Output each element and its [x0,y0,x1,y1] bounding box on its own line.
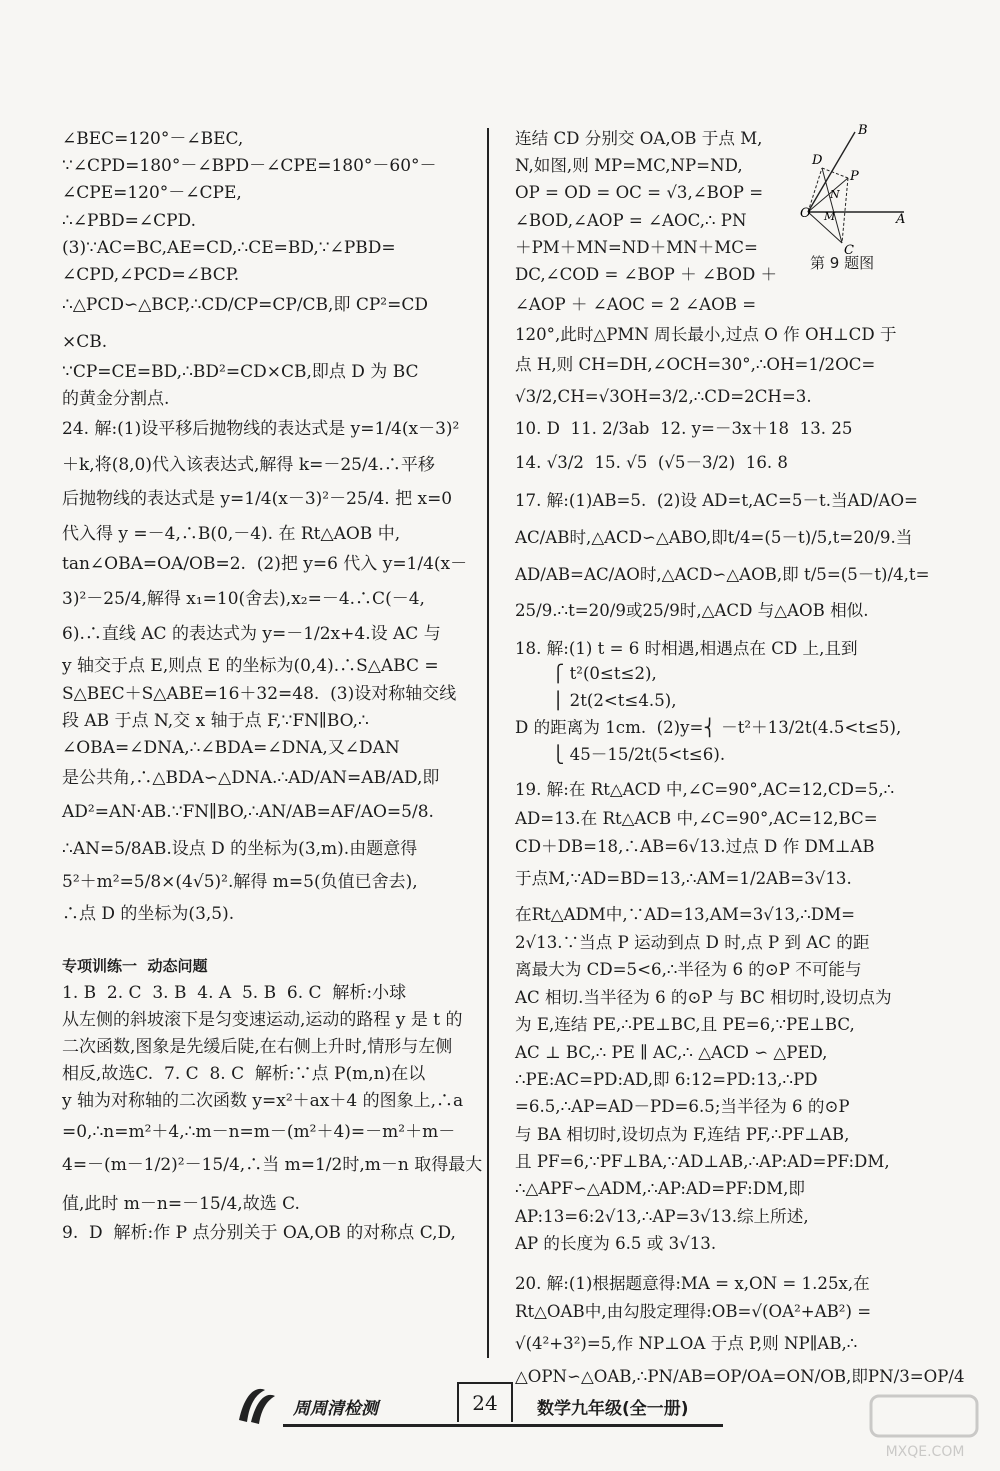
right-text-line: Rt△OAB中,由勾股定理得:OB=√(OA²+AB²) = [515,1302,872,1321]
left-text-line: ∴点 D 的坐标为(3,5). [62,904,235,924]
right-text-line: =6.5,∴AP=AD－PD=6.5;当半径为 6 的⊙P [515,1097,850,1116]
left-text-line: 从左侧的斜坡滚下是匀变速运动,运动的路程 y 是 t 的 [62,1010,463,1030]
left-text-line: ∠BEC=120°－∠BEC, [62,129,244,149]
right-text-line: 120°,此时△PMN 周长最小,过点 O 作 OH⊥CD 于 [515,325,897,344]
left-text-line: 4=－(m－1/2)²－15/4,∴当 m=1/2时,m－n 取得最大 [62,1155,483,1175]
right-text-line: AP:13=6:2√13,∴AP=3√13.综上所述, [515,1207,809,1226]
left-text-line: 段 AB 于点 N,交 x 轴于点 F,∵FN∥BO,∴ [62,711,369,731]
right-text-line: 17. 解:(1)AB=5. (2)设 AD=t,AC=5－t.当AD/AO= [515,491,918,510]
left-text-line: 后抛物线的表达式是 y=1/4(x－3)²－25/4. 把 x=0 [62,489,453,509]
right-text-line: 20. 解:(1)根据题意得:MA = x,ON = 1.25x,在 [515,1274,870,1293]
right-text-line: 与 BA 相切时,设切点为 F,连结 PF,∴PF⊥AB, [515,1125,850,1144]
left-text-line: y 轴为对称轴的二次函数 y=x²＋ax＋4 的图象上,∴a [62,1091,464,1111]
footer-grade: 数学九年级(全一册) [537,1399,689,1419]
right-text-line: AP 的长度为 6.5 或 3√13. [515,1234,717,1253]
figure-svg [800,120,910,270]
page-number: 24 [457,1382,513,1422]
left-text-line: ∠OBA=∠DNA,∴∠BDA=∠DNA,又∠DAN [62,738,400,758]
fig-label-d: D [812,153,823,168]
watermark-logo [865,1392,985,1462]
left-text-line: (3)∵AC=BC,AE=CD,∴CE=BD,∵∠PBD= [62,238,396,258]
right-text-line: AD=13.在 Rt△ACB 中,∠C=90°,AC=12,BC= [515,809,878,828]
right-text-line: 10. D 11. 2/3ab 12. y=－3x＋18 13. 25 [515,419,853,438]
left-text-line: ∠CPE=120°－∠CPE, [62,183,242,203]
geometry-figure [800,120,910,270]
left-text-line: ∴∠PBD=∠CPD. [62,211,196,231]
right-text-line: △OPN∽△OAB,∴PN/AB=OP/OA=ON/OB,即PN/3=OP/4 [515,1367,965,1386]
right-text-line: ∴△APF∽△ADM,∴AP:AD=PF:DM,即 [515,1179,805,1198]
right-text-line: 且 PF=6,∵PF⊥BA,∵AD⊥AB,∴AP:AD=PF:DM, [515,1152,890,1171]
left-text-line: 9. D 解析:作 P 点分别关于 OA,OB 的对称点 C,D, [62,1223,456,1243]
fig-label-p: P [850,169,859,184]
fig-label-c: C [844,243,854,258]
left-text-line: 代入得 y =－4,∴B(0,－4). 在 Rt△AOB 中, [62,524,401,544]
left-text-line: =0,∴n=m²＋4,∴m－n=m－(m²＋4)=－m²＋m－ [62,1122,456,1142]
right-text-line: CD＋DB=18,∴AB=6√13.过点 D 作 DM⊥AB [515,837,875,856]
right-text-line: 18. 解:(1) t = 6 时相遇,相遇点在 CD 上,且到 [515,639,858,658]
left-text-line: AD²=AN·AB.∵FN∥BO,∴AN/AB=AF/AO=5/8. [62,802,434,822]
right-text-line: 于点M,∵AD=BD=13,∴AM=1/2AB=3√13. [515,869,852,888]
right-text-line: ⎪ 2t(2<t≤4.5), [515,691,677,710]
fig-label-b: B [858,123,868,138]
right-text-line: AC/AB时,△ACD∽△ABO,即t/4=(5－t)/5,t=20/9.当 [515,528,913,547]
right-text-line: N,如图,则 MP=MC,NP=ND, [515,156,743,175]
right-text-line: DC,∠COD = ∠BOP ＋ ∠BOD ＋ [515,265,778,284]
right-text-line: 连结 CD 分别交 OA,OB 于点 M, [515,129,763,148]
right-text-line: 2√13.∵当点 P 运动到点 D 时,点 P 到 AC 的距 [515,933,870,952]
right-text-line: ∠AOP ＋ ∠AOC = 2 ∠AOB = [515,295,757,314]
left-text-line: 5²＋m²=5/8×(4√5)².解得 m=5(负值已舍去), [62,872,418,892]
right-text-line: AD/AB=AC/AO时,△ACD∽△AOB,即 t/5=(5－t)/4,t= [515,565,930,584]
left-text-line: S△BEC＋S△ABE=16＋32=48. (3)设对称轴交线 [62,684,457,704]
footer-brand: 周周清检测 [293,1399,378,1419]
right-text-line: OP = OD = OC = √3,∠BOP = [515,183,764,202]
column-divider [487,128,489,1358]
left-text-line: 6).∴直线 AC 的表达式为 y=－1/2x+4.设 AC 与 [62,624,441,644]
left-text-line: y 轴交于点 E,则点 E 的坐标为(0,4).∴S△ABC = [62,656,439,676]
left-text-line: 3)²－25/4,解得 x₁=10(舍去),x₂=－4.∴C(－4, [62,589,425,609]
left-text-line: 的黄金分割点. [62,389,170,409]
left-text-line: ∵CP=CE=BD,∴BD²=CD×CB,即点 D 为 BC [62,362,419,382]
right-text-line: ⎩ 45－15/2t(5<t≤6). [515,745,726,764]
left-text-line: ∵∠CPD=180°－∠BPD－∠CPE=180°－60°－ [62,156,437,176]
right-text-line: AC 相切.当半径为 6 的⊙P 与 BC 相切时,设切点为 [515,988,892,1007]
left-text-line: ∠CPD,∠PCD=∠BCP. [62,265,240,285]
right-text-line: 在Rt△ADM中,∵AD=13,AM=3√13,∴DM= [515,905,855,924]
right-text-line: √3/2,CH=√3OH=3/2,∴CD=2CH=3. [515,387,812,406]
watermark-text: MXQE.COM [885,1444,965,1460]
fig-label-o: O [800,206,811,221]
left-text-line: 二次函数,图象是先缓后陡,在右侧上升时,情形与左侧 [62,1037,453,1057]
logo-icon [235,1382,277,1426]
left-text-line: 值,此时 m－n=－15/4,故选 C. [62,1194,300,1214]
right-text-line: AC ⊥ BC,∴ PE ∥ AC,∴ △ACD ∽ △PED, [515,1043,828,1062]
left-text-line: 24. 解:(1)设平移后抛物线的表达式是 y=1/4(x－3)² [62,419,460,439]
left-text-line: ∴△PCD∽△BCP,∴CD/CP=CP/CB,即 CP²=CD [62,295,428,315]
figure-caption: 第 9 题图 [810,254,875,272]
left-text-line: tan∠OBA=OA/OB=2. (2)把 y=6 代入 y=1/4(x－ [62,554,468,574]
right-text-line: 点 H,则 CH=DH,∠OCH=30°,∴OH=1/2OC= [515,355,876,374]
left-text-line: ∴AN=5/8AB.设点 D 的坐标为(3,m).由题意得 [62,839,418,859]
left-text-line: ×CB. [62,332,108,352]
right-text-line: 19. 解:在 Rt△ACD 中,∠C=90°,AC=12,CD=5,∴ [515,780,895,799]
page-footer [235,1382,725,1430]
right-text-line: ∴PE:AC=PD:AD,即 6:12=PD:13,∴PD [515,1070,818,1089]
right-text-line: 为 E,连结 PE,∴PE⊥BC,且 PE=6,∵PE⊥BC, [515,1015,855,1034]
right-text-line: 25/9.∴t=20/9或25/9时,△ACD 与△AOB 相似. [515,601,869,620]
right-text-line: ⎧ t²(0≤t≤2), [515,664,657,683]
left-text-line: 专项训练一 动态问题 [62,957,208,975]
right-text-line: ＋PM＋MN=ND＋MN＋MC= [515,238,758,257]
right-text-line: ∠BOD,∠AOP = ∠AOC,∴ PN [515,211,747,230]
right-text-line: 14. √3/2 15. √5 (√5－3/2) 16. 8 [515,453,788,472]
fig-label-n: N [830,188,840,201]
left-text-line: 是公共角,∴△BDA∽△DNA.∴AD/AN=AB/AD,即 [62,768,440,788]
right-text-line: D 的距离为 1cm. (2)y=⎨ －t²＋13/2t(4.5<t≤5), [515,718,902,737]
left-text-line: 相反,故选C. 7. C 8. C 解析:∵点 P(m,n)在以 [62,1064,426,1084]
left-text-line: 1. B 2. C 3. B 4. A 5. B 6. C 解析:小球 [62,983,407,1003]
left-text-line: ＋k,将(8,0)代入该表达式,解得 k=－25/4.∴平移 [62,455,435,475]
fig-label-m: M [824,210,836,223]
right-text-line: 离最大为 CD=5<6,∴半径为 6 的⊙P 不可能与 [515,960,862,979]
right-text-line: √(4²+3²)=5,作 NP⊥OA 于点 P,则 NP∥AB,∴ [515,1334,858,1353]
fig-label-a: A [896,212,906,227]
